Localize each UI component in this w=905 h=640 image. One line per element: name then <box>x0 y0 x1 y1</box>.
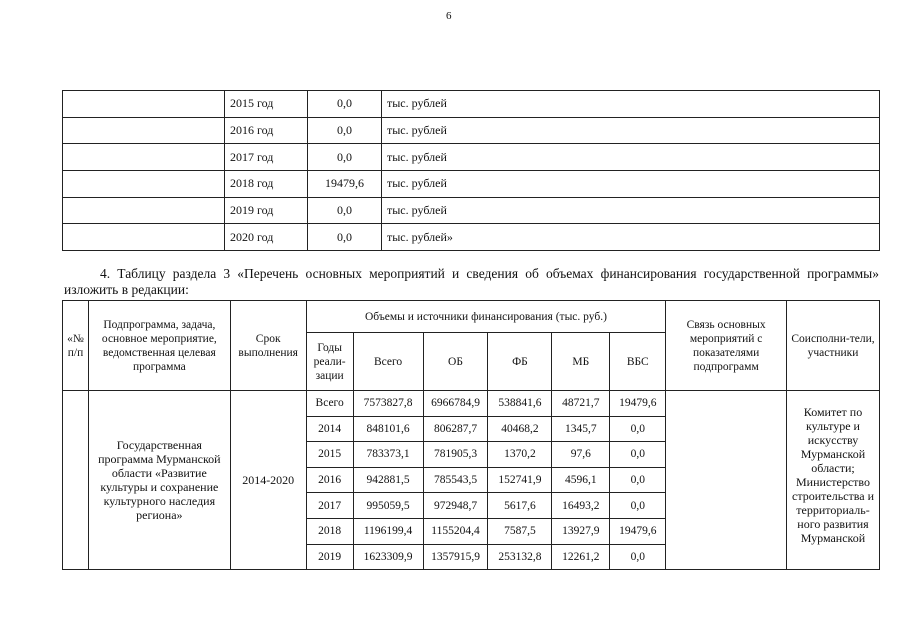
ob-cell: 781905,3 <box>423 442 488 468</box>
header-term: Срок выполнения <box>230 301 306 391</box>
fb-cell: 253132,8 <box>488 544 552 570</box>
value-cell: 0,0 <box>308 144 382 171</box>
row-number-cell <box>63 391 89 570</box>
header-link: Связь основных мероприятий с показателями подпрограмм <box>666 301 787 391</box>
header-years: Годы реали-зации <box>306 333 353 391</box>
amendment-paragraph: 4. Таблицу раздела 3 «Перечень основных мероприятий и сведения об объемах финансирования государственной программы» изложить в редакции: <box>64 266 879 297</box>
year-cell: 2020 год <box>225 224 308 251</box>
year-cell: 2016 <box>306 467 353 493</box>
unit-cell: тыс. рублей <box>382 197 880 224</box>
year-cell: 2018 год <box>225 171 308 198</box>
empty-cell <box>63 197 225 224</box>
mb-cell: 4596,1 <box>552 467 610 493</box>
vbs-cell: 0,0 <box>610 493 666 519</box>
header-total: Всего <box>353 333 423 391</box>
ob-cell: 972948,7 <box>423 493 488 519</box>
empty-cell <box>63 117 225 144</box>
page-number: 6 <box>446 10 452 22</box>
header-mb: МБ <box>552 333 610 391</box>
link-cell <box>666 391 787 570</box>
fb-cell: 5617,6 <box>488 493 552 519</box>
empty-cell <box>63 144 225 171</box>
header-num: «№ п/п <box>63 301 89 391</box>
participants-value: Комитет по культуре и искусству Мурманской области; Министерство строительства и территориаль-ного развития Мурманской <box>787 391 880 570</box>
header-vbs: ВБС <box>610 333 666 391</box>
fb-cell: 7587,5 <box>488 518 552 544</box>
year-cell: Всего <box>306 391 353 417</box>
total-cell: 1196199,4 <box>353 518 423 544</box>
table-row <box>63 171 880 198</box>
program-name: Государственная программа Мурманской области «Развитие культуры и сохранение культурного наследия региона» <box>88 391 230 570</box>
fb-cell: 538841,6 <box>488 391 552 417</box>
mb-cell: 12261,2 <box>552 544 610 570</box>
mb-cell: 1345,7 <box>552 416 610 442</box>
ob-cell: 785543,5 <box>423 467 488 493</box>
vbs-cell: 0,0 <box>610 544 666 570</box>
vbs-cell: 0,0 <box>610 416 666 442</box>
header-funding: Объемы и источники финансирования (тыс. руб.) <box>306 301 666 333</box>
ob-cell: 6966784,9 <box>423 391 488 417</box>
ob-cell: 1155204,4 <box>423 518 488 544</box>
value-cell: 0,0 <box>308 197 382 224</box>
unit-cell: тыс. рублей <box>382 91 880 118</box>
mb-cell: 97,6 <box>552 442 610 468</box>
table-row <box>63 144 880 171</box>
value-cell: 19479,6 <box>308 171 382 198</box>
year-cell: 2018 <box>306 518 353 544</box>
year-cell: 2019 год <box>225 197 308 224</box>
year-cell: 2016 год <box>225 117 308 144</box>
total-cell: 783373,1 <box>353 442 423 468</box>
unit-cell: тыс. рублей <box>382 144 880 171</box>
total-cell: 995059,5 <box>353 493 423 519</box>
header-ob: ОБ <box>423 333 488 391</box>
total-cell: 942881,5 <box>353 467 423 493</box>
mb-cell: 48721,7 <box>552 391 610 417</box>
unit-cell: тыс. рублей <box>382 117 880 144</box>
table-row <box>63 91 880 118</box>
funding-by-year-table <box>62 90 880 251</box>
mb-cell: 13927,9 <box>552 518 610 544</box>
ob-cell: 1357915,9 <box>423 544 488 570</box>
vbs-cell: 19479,6 <box>610 518 666 544</box>
year-cell: 2014 <box>306 416 353 442</box>
term-value: 2014-2020 <box>230 391 306 570</box>
vbs-cell: 0,0 <box>610 467 666 493</box>
unit-cell: тыс. рублей» <box>382 224 880 251</box>
total-cell: 7573827,8 <box>353 391 423 417</box>
year-cell: 2015 <box>306 442 353 468</box>
fb-cell: 40468,2 <box>488 416 552 442</box>
table-row <box>63 197 880 224</box>
year-cell: 2015 год <box>225 91 308 118</box>
ob-cell: 806287,7 <box>423 416 488 442</box>
total-cell: 1623309,9 <box>353 544 423 570</box>
empty-cell <box>63 91 225 118</box>
activities-table <box>62 300 880 570</box>
empty-cell <box>63 171 225 198</box>
fb-cell: 1370,2 <box>488 442 552 468</box>
table-row <box>63 391 880 417</box>
vbs-cell: 19479,6 <box>610 391 666 417</box>
mb-cell: 16493,2 <box>552 493 610 519</box>
value-cell: 0,0 <box>308 91 382 118</box>
header-fb: ФБ <box>488 333 552 391</box>
year-cell: 2019 <box>306 544 353 570</box>
value-cell: 0,0 <box>308 117 382 144</box>
empty-cell <box>63 224 225 251</box>
value-cell: 0,0 <box>308 224 382 251</box>
fb-cell: 152741,9 <box>488 467 552 493</box>
unit-cell: тыс. рублей <box>382 171 880 198</box>
header-participants: Соисполни-тели, участники <box>787 301 880 391</box>
year-cell: 2017 <box>306 493 353 519</box>
header-subprogram: Подпрограмма, задача, основное мероприятие, ведомственная целевая программа <box>88 301 230 391</box>
table-row <box>63 224 880 251</box>
vbs-cell: 0,0 <box>610 442 666 468</box>
year-cell: 2017 год <box>225 144 308 171</box>
total-cell: 848101,6 <box>353 416 423 442</box>
table-row <box>63 117 880 144</box>
